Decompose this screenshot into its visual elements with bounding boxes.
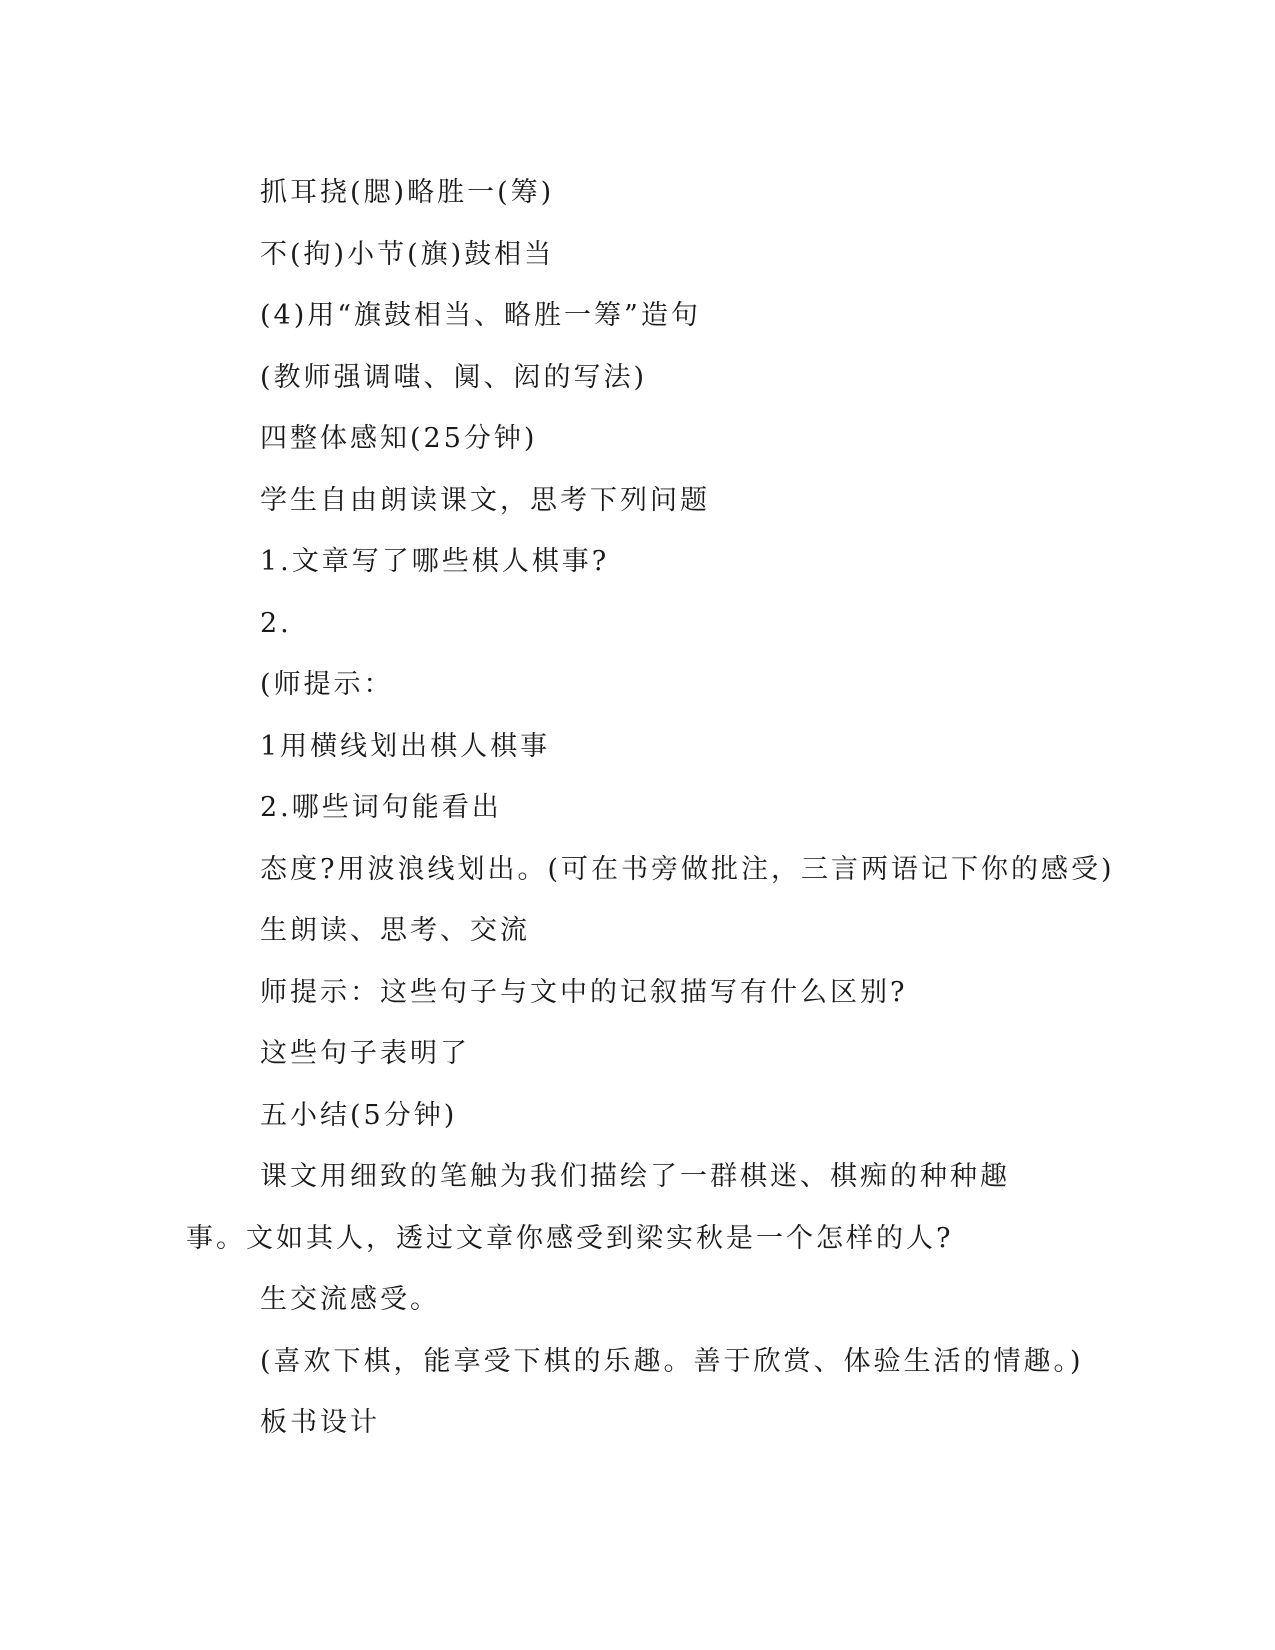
hint-1: 1用横线划出棋人棋事 [260,730,551,762]
paragraph-student-share: 生交流感受。 [260,1284,440,1315]
paragraph-teacher-hint: 师提示：这些句子与文中的记叙描写有什么区别? [260,976,908,1008]
hint-2: 2.哪些词句能看出 [260,792,502,823]
section-heading-5: 五小结(5分钟) [260,1099,458,1131]
document-body [186,162,1115,1454]
paragraph-summary: 课文用细致的笔触为我们描绘了一群棋迷、棋痴的种种趣事。文如其人，透过文章你感受到梁实秋是一个怎样的人? [186,1161,1010,1254]
section-heading-4: 四整体感知(25分钟) [260,423,538,454]
paragraph-sentences-show: 这些句子表明了 [260,1038,470,1069]
paragraph-answer: (喜欢下棋，能享受下棋的乐趣。善于欣赏、体验生活的情趣。) [260,1345,1084,1377]
question-2: 2. [260,607,292,639]
paragraph-student-activity: 生朗读、思考、交流 [260,915,530,946]
paragraph-instruction: 学生自由朗读课文，思考下列问题 [260,484,710,516]
section-heading-board-design: 板书设计 [260,1407,380,1438]
paragraph-hint-intro: (师提示： [260,669,394,700]
paragraph-teacher-note: (教师强调嗤、阒、闳的写法) [260,361,648,393]
paragraph-exercise-4: (4)用“旗鼓相当、略胜一筹”造句 [260,300,701,331]
question-1: 1.文章写了哪些棋人棋事? [260,546,610,577]
hint-2-continued: 态度?用波浪线划出。(可在书旁做批注，三言两语记下你的感受) [260,853,1115,885]
paragraph-vocab-1: 抓耳挠(腮)略胜一(筹) [260,177,555,208]
paragraph-vocab-2: 不(拘)小节(旗)鼓相当 [260,238,555,270]
